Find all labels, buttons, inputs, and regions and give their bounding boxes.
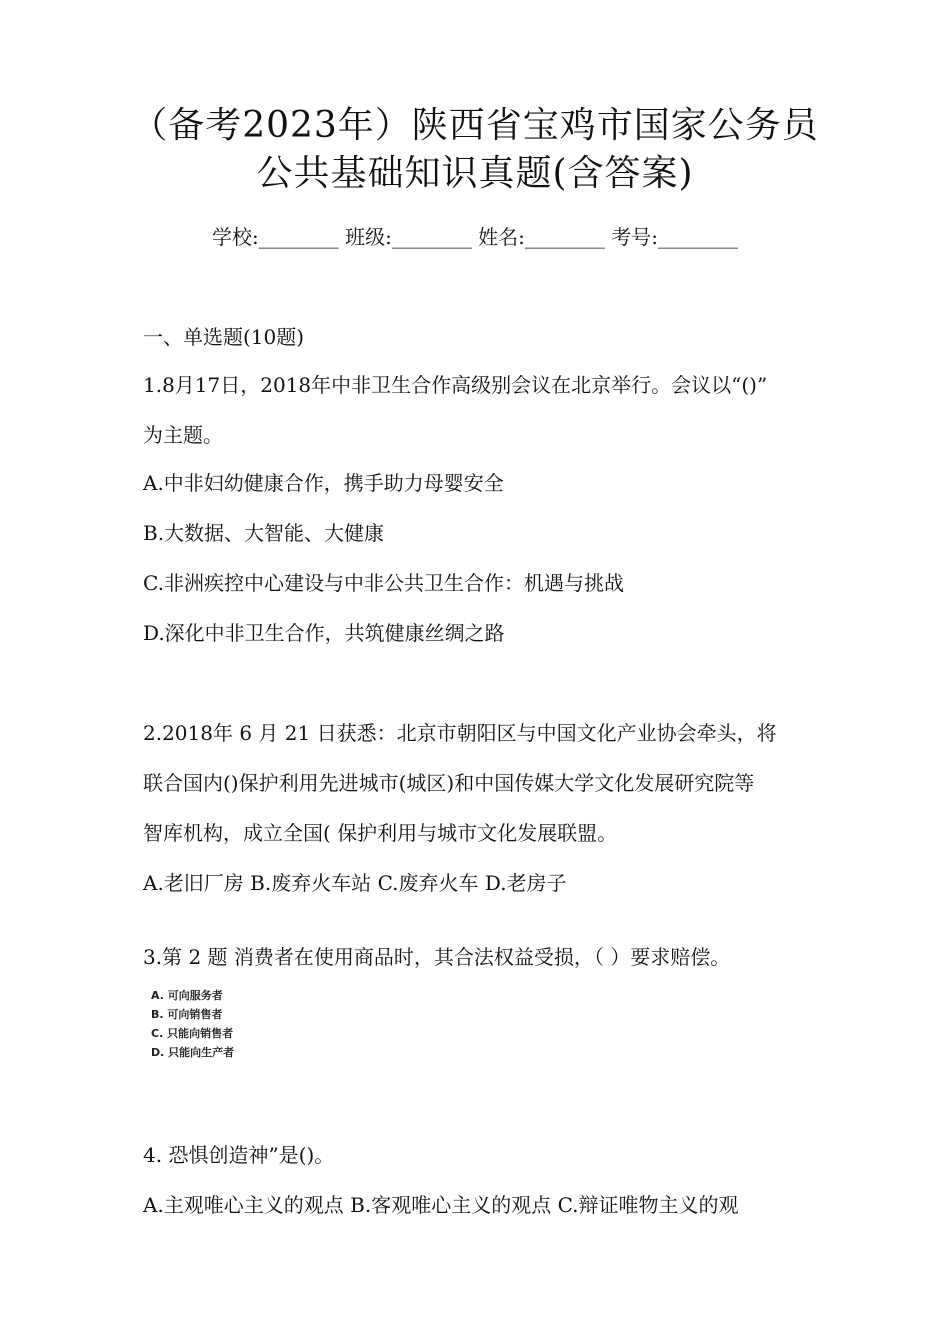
question-1-option-a: A.中非妇幼健康合作，携手助力母婴安全	[143, 471, 504, 495]
question-2-text-line-2: 联合国内()保护利用先进城市(城区)和中国传媒大学文化发展研究院等	[143, 771, 755, 795]
question-3-option-a: A. 可向服务者	[151, 989, 223, 1002]
question-2-text-line-3: 智库机构，成立全国( 保护利用与城市文化发展联盟。	[143, 821, 618, 845]
question-3-option-c: C. 只能向销售者	[151, 1027, 234, 1040]
question-1-text-line-1: 1.8月17日，2018年中非卫生合作高级别会议在北京举行。会议以“()”	[143, 373, 768, 397]
question-2-text-line-1: 2.2018年 6 月 21 日获悉：北京市朝阳区与中国文化产业协会牵头，将	[143, 721, 777, 745]
question-4-text: 4. 恐惧创造神”是()。	[143, 1143, 335, 1167]
document-title-line-1: （备考2023年）陕西省宝鸡市国家公务员	[131, 105, 819, 146]
question-3-option-d: D. 只能向生产者	[151, 1046, 235, 1059]
question-4-options: A.主观唯心主义的观点 B.客观唯心主义的观点 C.辩证唯物主义的观	[143, 1193, 739, 1217]
question-1-option-c: C.非洲疾控中心建设与中非公共卫生合作：机遇与挑战	[143, 571, 624, 595]
question-1-option-b: B.大数据、大智能、大健康	[143, 521, 385, 545]
document-title-line-2: 公共基础知识真题(含答案)	[256, 153, 694, 194]
question-3-option-b: B. 可向销售者	[151, 1008, 223, 1021]
question-1-text-line-2: 为主题。	[143, 423, 223, 447]
question-3-text: 3.第 2 题 消费者在使用商品时，其合法权益受损，（ ）要求赔偿。	[143, 945, 731, 969]
question-1-option-d: D.深化中非卫生合作，共筑健康丝绸之路	[143, 621, 505, 645]
student-info-fields: 学校:________ 班级:________ 姓名:________ 考号:________	[211, 225, 739, 249]
section-heading: 一、单选题(10题)	[143, 325, 305, 349]
question-3-image-options	[151, 986, 234, 1062]
question-2-options: A.老旧厂房 B.废弃火车站 C.废弃火车 D.老房子	[143, 871, 567, 895]
